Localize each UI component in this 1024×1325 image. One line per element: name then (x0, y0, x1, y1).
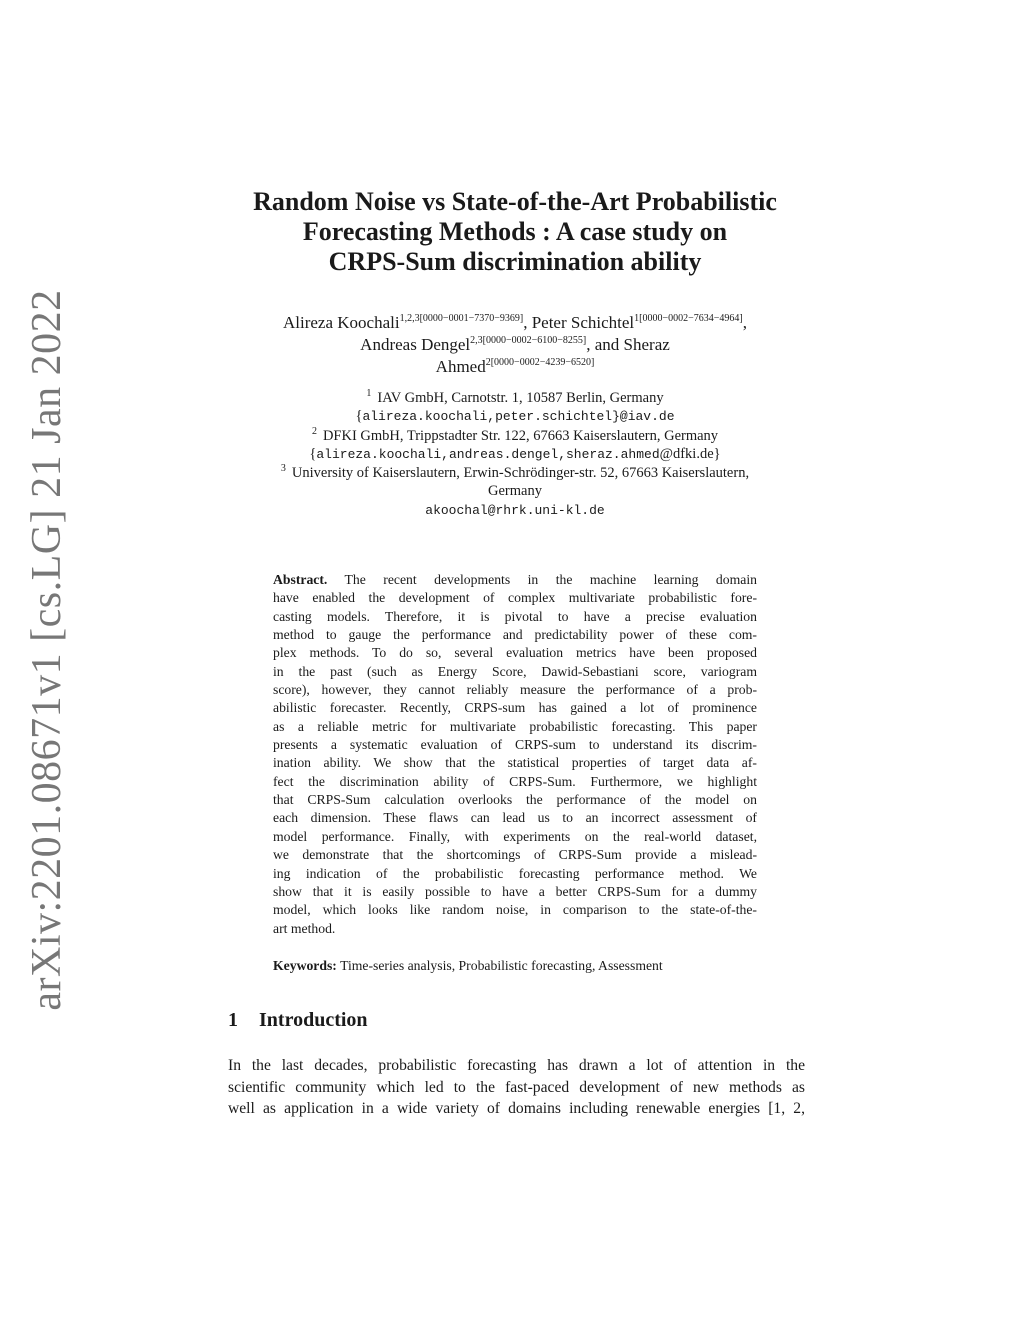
section-number: 1 (228, 1009, 238, 1031)
affiliation-2: $^2$ DFKI GmbH, Trippstadter Str. 122, 67663 Kaiserslautern, Germany (311, 425, 719, 444)
introduction-paragraph (228, 1055, 805, 1120)
section-title: Introduction (259, 1009, 368, 1031)
affiliation-mark: 2 (311, 425, 317, 437)
abstract-line: that CRPS-Sum calculation overlooks the performance of the model on (273, 792, 757, 808)
abstract-line: model, which looks like random noise, in comparison to the state-of-the- (273, 902, 757, 918)
author-orcid[interactable]: 2[0000−0002−4239−6520] (485, 357, 595, 368)
affiliation-mark: 3 (280, 463, 286, 475)
section-heading-introduction (228, 1009, 368, 1032)
affiliation-1: $^1$ IAV GmbH, Carnotstr. 1, 10587 Berlin, Germany (366, 388, 664, 406)
author-orcid[interactable]: 1[0000−0002−7634−4964] (634, 313, 743, 324)
body-line: scientific community which led to the fast-paced development of new methods as (228, 1078, 805, 1096)
abstract-line: fect the discrimination ability of CRPS-Sum. Furthermore, we highlight (273, 773, 757, 789)
author-line: Alireza Koochali$^{1,2,3[0000-0001-7370-9369]}$, Peter Schichtel$^{1[0000-0002-7634-4964]}$, (283, 313, 747, 332)
author-name: Ahmed (435, 357, 486, 376)
abstract-line: abilistic forecaster. Recently, CRPS-sum has gained a lot of prominence (273, 700, 757, 716)
abstract-line: we demonstrate that the shortcomings of CRPS-Sum provide a mislead- (273, 847, 757, 863)
affiliation-1-email[interactable]: {alireza.koochali,peter.schichtel}@iav.de (355, 408, 675, 425)
affiliation-2-email[interactable]: {alireza.koochali,andreas.dengel,sheraz.ahmed@dfki.de} (309, 445, 721, 462)
arxiv-watermark: arXiv:2201.08671v1 [cs.LG] 21 Jan 2022 (24, 289, 70, 1011)
author-name: , Peter Schichtel (523, 313, 635, 332)
keywords (273, 957, 757, 975)
body-line: well as application in a wide variety of domains including renewable energies [1, 2, (228, 1100, 805, 1118)
affiliation-3-country: Germany (488, 483, 542, 500)
abstract-line: show that it is easily possible to have a better CRPS-Sum for a dummy (273, 883, 757, 899)
affiliation-3: $^3$ University of Kaiserslautern, Erwin-Schrödinger-str. 52, 67663 Kaiserslautern, (280, 463, 750, 482)
keywords-label: Keywords: (273, 958, 337, 973)
author-line (160, 356, 870, 378)
author-name: Alireza Koochali (283, 313, 400, 332)
abstract-label: Abstract. (273, 572, 328, 587)
author-orcid[interactable]: 2,3[0000−0002−6100−8255] (470, 335, 587, 346)
abstract-line: presents a systematic evaluation of CRPS-sum to understand its discrim- (273, 737, 757, 753)
affiliations (160, 389, 870, 520)
abstract-line: have enabled the development of complex multivariate probabilistic fore- (273, 590, 757, 606)
abstract-line: each dimension. These flaws can lead us to an incorrect assessment of (273, 810, 757, 826)
abstract-line: casting models. Therefore, it is pivotal to have a precise evaluation (273, 608, 757, 624)
affiliation-3-email[interactable]: akoochal@rhrk.uni-kl.de (425, 502, 605, 518)
abstract-line: score), however, they cannot reliably measure the performance of a prob- (273, 682, 757, 698)
author-orcid[interactable]: 1,2,3[0000−0001−7370−9369] (399, 313, 524, 324)
abstract-line: model performance. Finally, with experiments on the real-world dataset, (273, 828, 757, 844)
abstract-line: Abstract. The recent developments in the machine learning domain (273, 572, 757, 587)
body-line: In the last decades, probabilistic forecasting has drawn a lot of attention in the (228, 1057, 805, 1074)
keywords-text: Time-series analysis, Probabilistic forecasting, Assessment (340, 958, 663, 973)
author-list (160, 312, 870, 378)
affiliation-mark: 1 (366, 388, 372, 399)
abstract-line: method to gauge the performance and predictability power of these com- (273, 627, 757, 643)
paper-title (160, 187, 870, 277)
author-name: Andreas Dengel (360, 335, 471, 354)
abstract-line: in the past (such as Energy Score, Dawid-Sebastiani score, variogram (273, 663, 757, 679)
author-name: , and Sheraz (586, 335, 670, 354)
abstract (273, 571, 757, 938)
title-line: CRPS-Sum discrimination ability (328, 247, 702, 276)
abstract-line: ination ability. We show that the statistical properties of target data af- (273, 755, 757, 771)
title-line: Random Noise vs State-of-the-Art Probabilistic (253, 187, 777, 216)
abstract-line: as a reliable metric for multivariate probabilistic forecasting. This paper (273, 718, 757, 734)
abstract-line: art method. (273, 920, 336, 936)
abstract-line: plex methods. To do so, several evaluation metrics have been proposed (273, 645, 757, 661)
author-line (160, 334, 870, 356)
title-line: Forecasting Methods : A case study on (302, 217, 728, 246)
abstract-line: ing indication of the probabilistic forecasting performance method. We (273, 865, 757, 881)
